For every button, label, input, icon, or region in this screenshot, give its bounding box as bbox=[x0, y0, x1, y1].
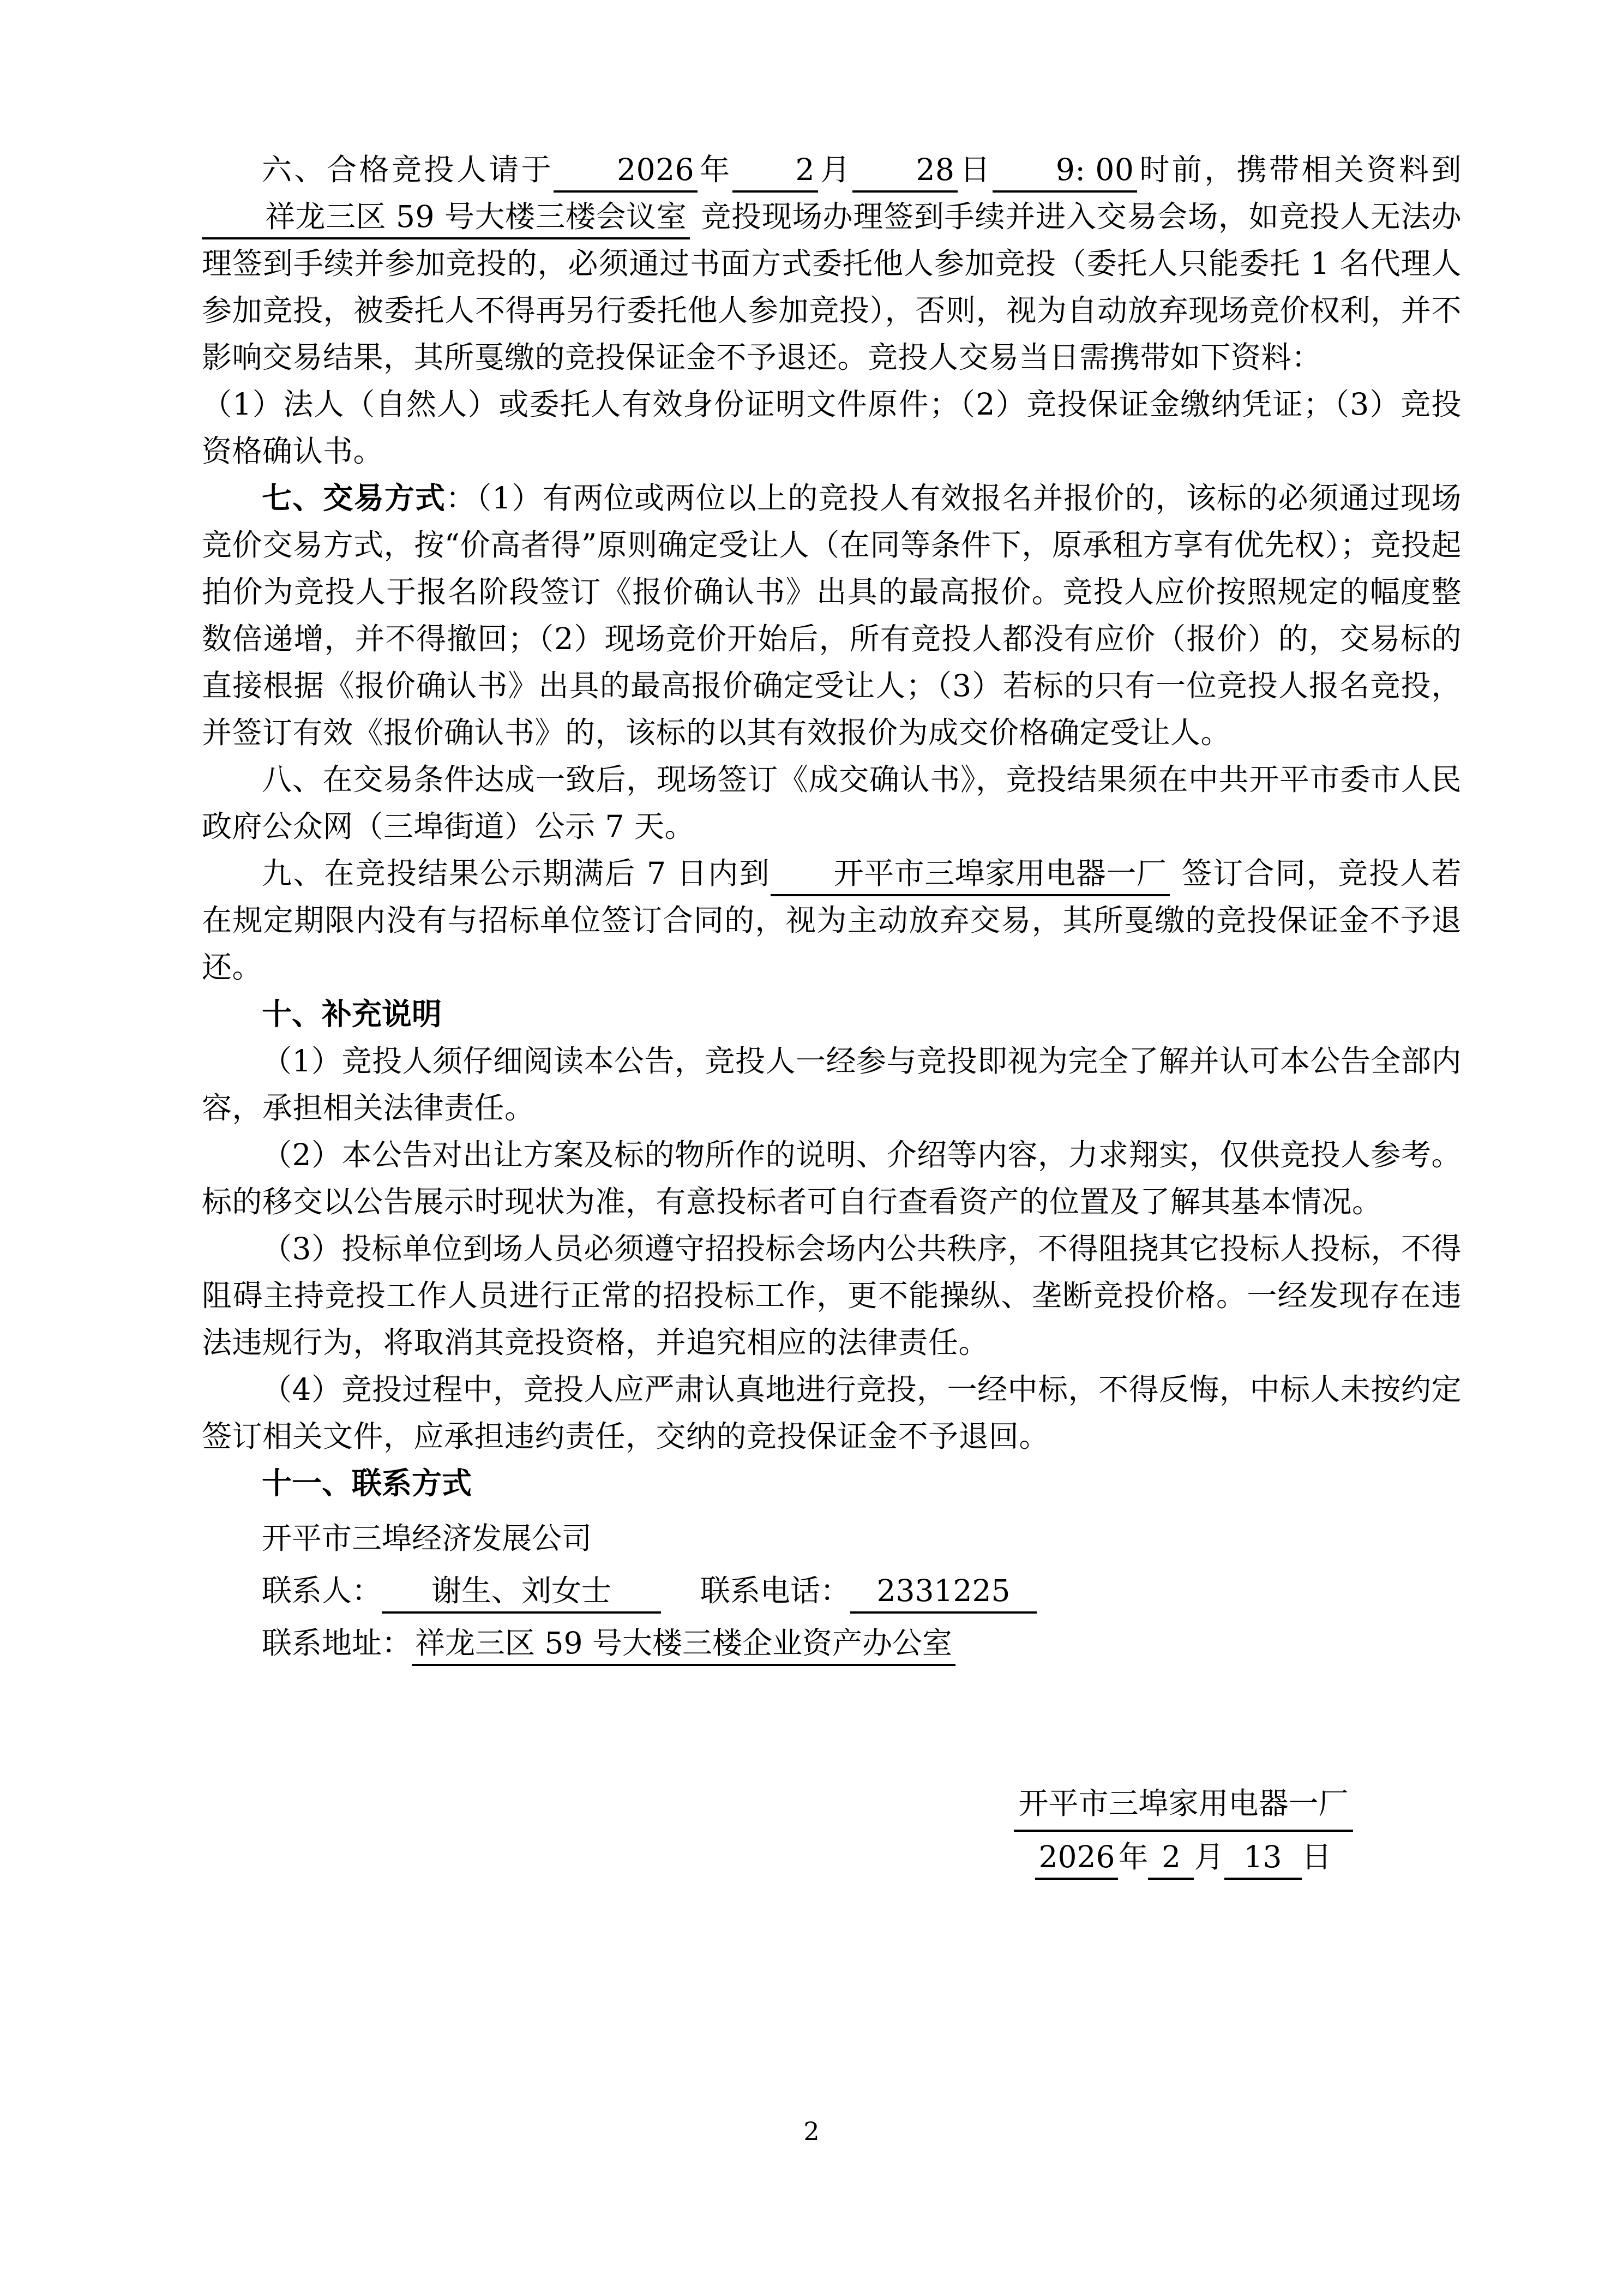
section-10-item-3: （3）投标单位到场人员必须遵守招投标会场内公共秩序，不得阻挠其它投标人投标，不得阻碍主持竞投工作人员进行正常的招投标工作，更不能操纵、垄断竞投价格。一经发现存在违法违规行为，将取消其竞投资格，并追究相应的法律责任。 bbox=[202, 1231, 1462, 1360]
contact-company-line bbox=[202, 1512, 1462, 1564]
signature-block bbox=[960, 1778, 1407, 1882]
signature-date-line bbox=[960, 1832, 1407, 1882]
section-6-venue-blank[interactable]: 祥龙三区 59 号大楼三楼会议室 bbox=[202, 197, 690, 239]
section-10-item-4: （4）竞投过程中，竞投人应严肃认真地进行竞投，一经中标，不得反悔，中标人未按约定签订相关文件，应承担违约责任，交纳的竞投保证金不予退回。 bbox=[202, 1372, 1462, 1454]
section-6-time-suffix: 时前，携带相关资料到 bbox=[1137, 152, 1462, 187]
signature-month-unit: 月 bbox=[1194, 1839, 1224, 1874]
signature-year-unit: 年 bbox=[1118, 1839, 1149, 1874]
signature-day: 13 bbox=[1224, 1837, 1302, 1880]
contact-address-value[interactable]: 祥龙三区 59 号大楼三楼企业资产办公室 bbox=[412, 1623, 955, 1666]
section-10-marker: 十、 bbox=[262, 996, 322, 1032]
contact-address-label: 联系地址： bbox=[262, 1626, 412, 1660]
section-6-day-blank[interactable]: 28 bbox=[852, 150, 958, 193]
signature-day-unit: 日 bbox=[1301, 1839, 1332, 1874]
section-7-title: 交易方式 bbox=[323, 480, 446, 515]
signature-organization: 开平市三埠家用电器一厂 bbox=[1014, 1778, 1352, 1832]
page-number: 2 bbox=[803, 2117, 820, 2146]
contact-block bbox=[202, 1512, 1462, 1669]
section-11-title: 联系方式 bbox=[352, 1465, 472, 1501]
section-10-item-1: （1）竞投人须仔细阅读本公告，竞投人一经参与竞投即视为完全了解并认可本公告全部内容，承担相关法律责任。 bbox=[202, 1044, 1462, 1125]
signature-month: 2 bbox=[1148, 1837, 1194, 1880]
contact-person-value[interactable]: 谢生、刘女士 bbox=[382, 1571, 661, 1614]
section-6-year-unit: 年 bbox=[698, 152, 732, 187]
contact-person-phone-line bbox=[202, 1564, 1462, 1617]
section-7-marker: 七、 bbox=[262, 480, 323, 515]
section-7-body: ：（1）有两位或两位以上的竞投人有效报名并报价的，该标的必须通过现场竞价交易方式，按“价高者得”原则确定受让人（在同等条件下，原承租方享有优先权）；竞投起拍价为竞投人于报名阶段签订《报价确认书》出具的最高报价。竞投人应价按照规定的幅度整数倍递增，并不得撤回；（2）现场竞价开始后，所有竞投人都没有应价（报价）的，交易标的直接根据《报价确认书》出具的最高报价确定受让人；（3）若标的只有一位竞投人报名竞投，并签订有效《报价确认书》的，该标的以其有效报价为成交价格确定受让人。 bbox=[202, 481, 1462, 750]
section-6-lead: 合格竞投人请于 bbox=[326, 152, 554, 187]
signature-organization-line bbox=[960, 1778, 1407, 1832]
contact-company: 开平市三埠经济发展公司 bbox=[262, 1521, 592, 1556]
section-10-title: 补充说明 bbox=[322, 996, 442, 1032]
section-9-text-after: 签订合同，竞投人若在规定期限内没有与招标单位签订合同的，视为主动放弃交易，其所戛缴的竞投保证金不予退还。 bbox=[202, 856, 1462, 985]
section-10-item-2: （2）本公告对出让方案及标的物所作的说明、介绍等内容，力求翔实，仅供竞投人参考。标的移交以公告展示时现状为准，有意投标者可自行查看资产的位置及了解其基本情况。 bbox=[202, 1137, 1462, 1219]
section-11-heading bbox=[202, 1460, 1462, 1507]
section-9-text-before: 在竞投结果公示期满后 7 日内到 bbox=[324, 856, 771, 891]
contact-phone-value[interactable]: 2331225 bbox=[850, 1571, 1037, 1614]
section-6-day-unit: 日 bbox=[958, 152, 993, 187]
contact-phone-label: 联系电话： bbox=[700, 1573, 851, 1608]
contact-address-line bbox=[202, 1617, 1462, 1669]
section-6-paragraph bbox=[202, 146, 1462, 381]
section-6-month-unit: 月 bbox=[818, 152, 853, 187]
section-9-unit-blank[interactable]: 开平市三埠家用电器一厂 bbox=[771, 854, 1170, 896]
section-8-paragraph bbox=[202, 756, 1462, 850]
section-6-time-blank[interactable]: 9: 00 bbox=[993, 150, 1138, 193]
contact-person-label: 联系人： bbox=[262, 1573, 382, 1608]
section-6-marker: 六、 bbox=[262, 152, 327, 187]
signature-year: 2026 bbox=[1035, 1837, 1118, 1880]
section-6-month-blank[interactable]: 2 bbox=[732, 150, 819, 193]
section-7-paragraph bbox=[202, 475, 1462, 756]
section-11-marker: 十一、 bbox=[262, 1465, 352, 1501]
section-6-subitems: （1）法人（自然人）或委托人有效身份证明文件原件；（2）竞投保证金缴纳凭证；（3）竞投资格确认书。 bbox=[202, 387, 1462, 469]
section-6-body: 竞投现场办理签到手续并进入交易会场，如竞投人无法办理签到手续并参加竞投的，必须通过书面方式委托他人参加竞投（委托人只能委托 1 名代理人参加竞投，被委托人不得再另行委托他人参加竞投），否则，视为自动放弃现场竞价权利，并不影响交易结果，其所戛缴的竞投保证金不予退还。竞投人交易当日需携带如下资料： bbox=[202, 199, 1462, 375]
section-9-paragraph bbox=[202, 850, 1462, 991]
section-6-year-blank[interactable]: 2026 bbox=[554, 150, 698, 193]
section-8-marker: 八、 bbox=[262, 762, 323, 797]
document-body bbox=[202, 146, 1462, 1669]
section-9-marker: 九、 bbox=[262, 856, 324, 891]
section-10-heading bbox=[202, 991, 1462, 1038]
section-8-body: 在交易条件达成一致后，现场签订《成交确认书》，竞投结果须在中共开平市委市人民政府公众网（三埠街道）公示 7 天。 bbox=[202, 762, 1462, 844]
